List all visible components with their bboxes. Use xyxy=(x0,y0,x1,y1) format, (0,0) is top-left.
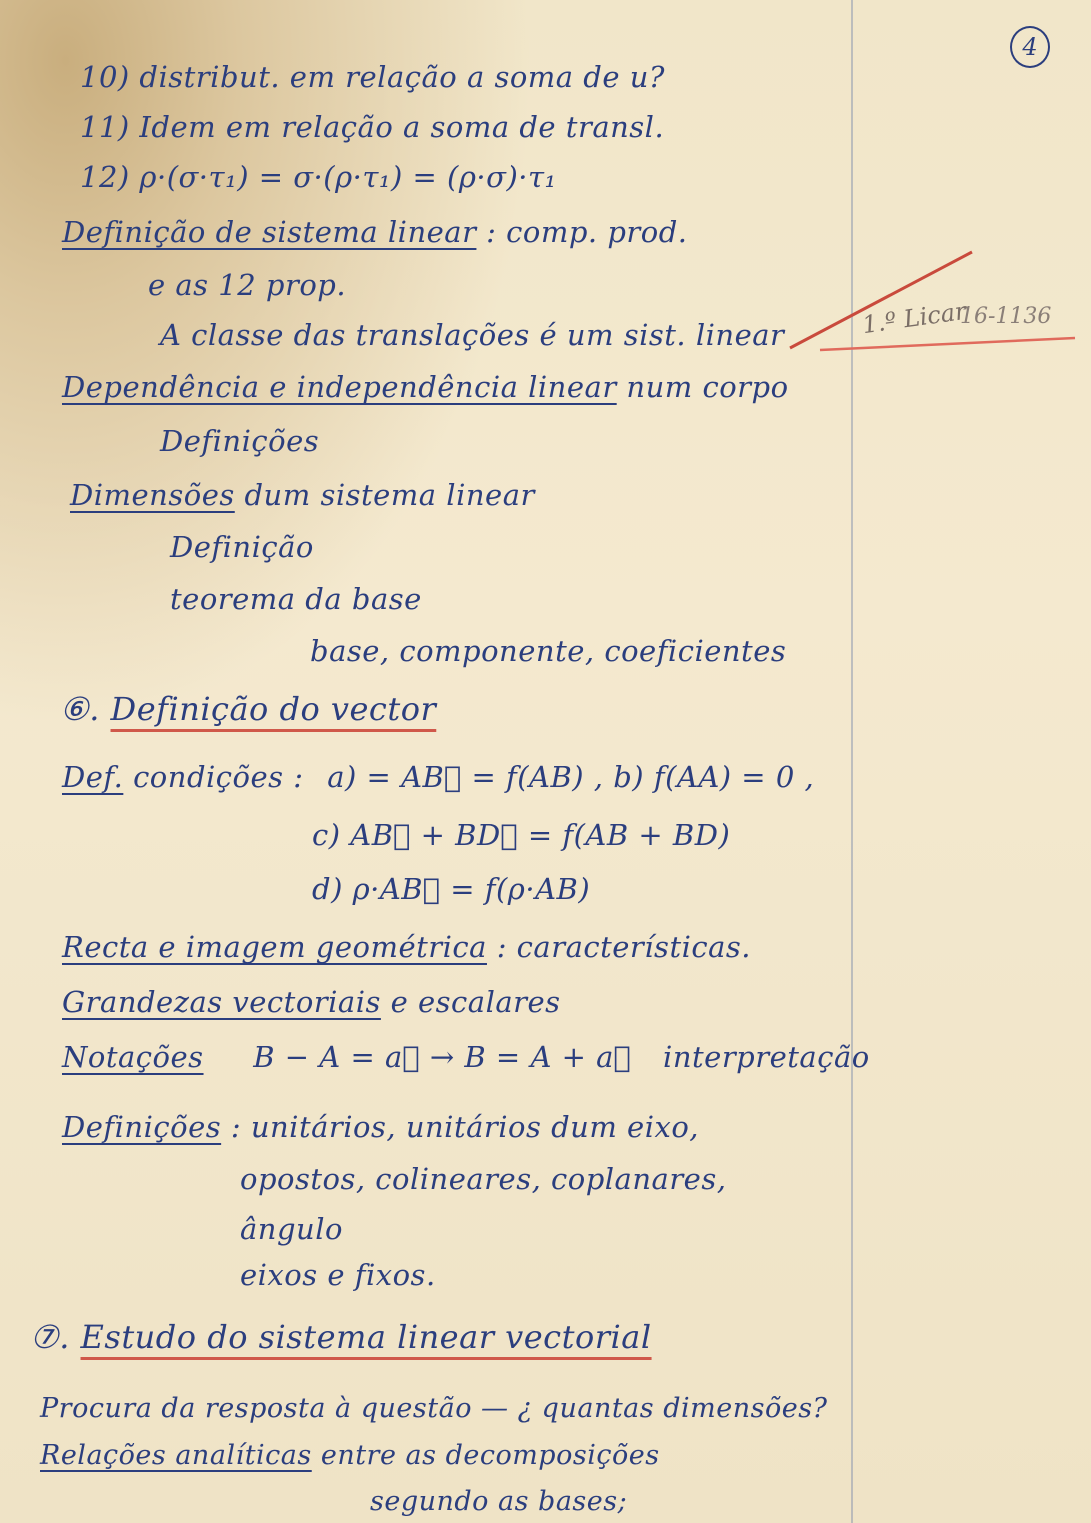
line-translations: A classe das translações é um sist. linear xyxy=(160,318,785,352)
heading-section-7 xyxy=(30,1318,652,1356)
magnitudes-tail: e escalares xyxy=(390,985,561,1019)
analytic-relations-text: Relações analíticas xyxy=(40,1440,312,1471)
line-base-theorem: teorema da base xyxy=(170,582,422,616)
conditions-label: condições : xyxy=(133,760,304,794)
line-bases: segundo as bases; xyxy=(370,1486,628,1517)
notations-label: Notações xyxy=(62,1040,204,1074)
analytic-relations-tail: entre as decomposições xyxy=(320,1440,660,1471)
notations-formula: B − A = a⃗ → B = A + a⃗ xyxy=(253,1040,632,1074)
notations-interpretation: interpretação xyxy=(663,1040,870,1074)
heading-linear-system-tail: : comp. prod. xyxy=(486,215,688,249)
line-question: Procura da resposta à questão — ¿ quantas dimensões? xyxy=(40,1393,828,1424)
heading-dependence xyxy=(62,370,789,404)
line-angle: ângulo xyxy=(240,1212,343,1246)
red-margin-line xyxy=(820,338,1075,350)
page-number: 4 xyxy=(1010,26,1050,68)
line-analytic-relations xyxy=(40,1440,660,1471)
heading-linear-system-text: Definição de sistema linear xyxy=(62,215,477,249)
heading-dependence-tail: num corpo xyxy=(626,370,789,404)
section-6-number: ⑥. xyxy=(60,690,100,728)
heading-section-6 xyxy=(60,690,436,728)
heading-dimensions-text: Dimensões xyxy=(70,478,235,512)
heading-linear-system xyxy=(62,215,688,249)
line-definitions-2 xyxy=(62,1110,699,1144)
margin-note: 1.º Licar xyxy=(860,296,969,340)
magnitudes-text: Grandezas vectoriais xyxy=(62,985,381,1019)
line-notations xyxy=(62,1040,870,1074)
section-7-number: ⑦. xyxy=(30,1318,70,1356)
line-definitions-1: Definições xyxy=(160,424,320,458)
condition-c: c) AB⃗ + BD⃗ = f(AB + BD) xyxy=(312,818,731,852)
line-geometric-image xyxy=(62,930,751,964)
line-12-props: e as 12 prop. xyxy=(148,268,347,302)
heading-dimensions-tail: dum sistema linear xyxy=(244,478,535,512)
geometric-image-tail: : características. xyxy=(496,930,751,964)
def-label: Def. xyxy=(62,760,124,794)
line-base-components: base, componente, coeficientes xyxy=(310,634,787,668)
heading-dimensions xyxy=(70,478,535,512)
line-opposites: opostos, colineares, coplanares, xyxy=(240,1162,727,1196)
section-6-title: Definição do vector xyxy=(110,690,437,728)
condition-d: d) ρ·AB⃗ = f(ρ·AB) xyxy=(312,872,591,906)
line-conditions xyxy=(62,760,814,794)
geometric-image-text: Recta e imagem geométrica xyxy=(62,930,487,964)
item-11: 11) Idem em relação a soma de transl. xyxy=(80,110,665,144)
definitions-2-label: Definições xyxy=(62,1110,222,1144)
line-definition: Definição xyxy=(170,530,314,564)
margin-code: 16-1136 xyxy=(960,304,1052,329)
definitions-2-list: : unitários, unitários dum eixo, xyxy=(230,1110,700,1144)
section-7-title: Estudo do sistema linear vectorial xyxy=(80,1318,652,1356)
condition-a-b: a) = AB⃗ = f(AB) , b) f(AA) = 0 , xyxy=(327,760,815,794)
line-magnitudes xyxy=(62,985,561,1019)
item-10: 10) distribut. em relação a soma de u? xyxy=(80,60,665,94)
heading-dependence-text: Dependência e independência linear xyxy=(62,370,617,404)
line-axes: eixos e fixos. xyxy=(240,1258,436,1292)
item-12: 12) ρ·(σ·τ₁) = σ·(ρ·τ₁) = (ρ·σ)·τ₁ xyxy=(80,160,557,194)
